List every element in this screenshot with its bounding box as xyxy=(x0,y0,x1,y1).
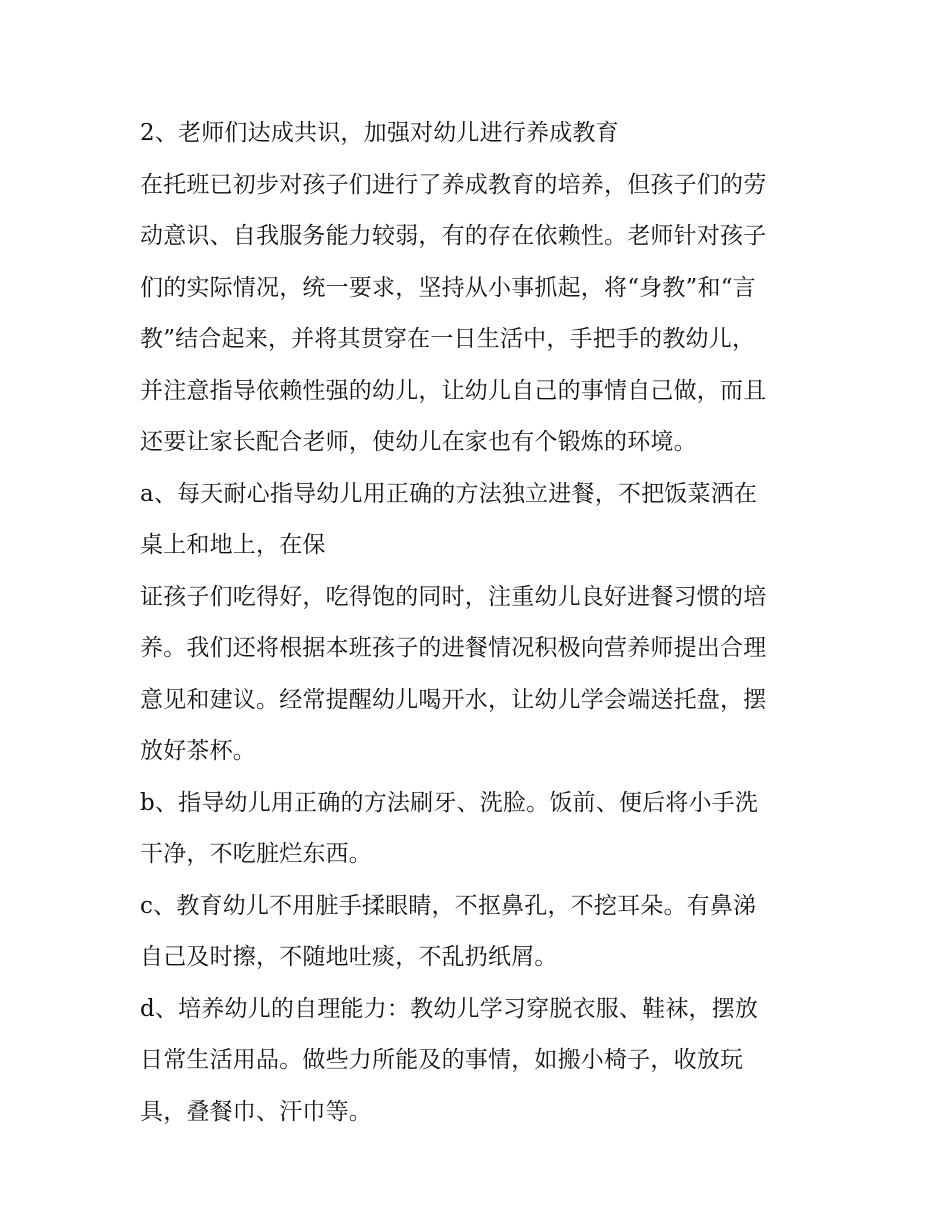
paragraph-line: 教”结合起来，并将其贯穿在一日生活中，手把手的教幼儿， xyxy=(140,326,756,352)
paragraph-line: 并注意指导依赖性强的幼儿，让幼儿自己的事情自己做，而且 xyxy=(140,377,767,404)
list-item-a-line: 桌上和地上，在保 xyxy=(140,532,326,558)
list-item-c-line: c、教育幼儿不用脏手揉眼睛，不抠鼻孔，不挖耳朵。有鼻涕 xyxy=(140,892,757,919)
paragraph-line: 动意识、自我服务能力较弱，有的存在依赖性。老师针对孩子 xyxy=(140,223,767,249)
heading-line: 2、老师们达成共识，加强对幼儿进行养成教育 xyxy=(140,120,619,146)
document-body xyxy=(140,108,830,1138)
list-item-a-line: 放好茶杯。 xyxy=(140,738,256,764)
paragraph-line: 们的实际情况，统一要求，坚持从小事抓起，将“身教”和“言 xyxy=(140,274,756,301)
paragraph-line: 还要让家长配合老师，使幼儿在家也有个锻炼的环境。 xyxy=(140,429,697,455)
list-item-b-line: b、指导幼儿用正确的方法刷牙、洗脸。饭前、便后将小手洗 xyxy=(140,789,759,816)
list-item-d-line: d、培养幼儿的自理能力：教幼儿学习穿脱衣服、鞋袜，摆放 xyxy=(140,995,759,1022)
list-item-d-line: 日常生活用品。做些力所能及的事情，如搬小椅子，收放玩 xyxy=(140,1047,744,1073)
list-item-a-line: a、每天耐心指导幼儿用正确的方法独立进餐，不把饭菜洒在 xyxy=(140,480,758,507)
list-item-c-line: 自己及时擦，不随地吐痰，不乱扔纸屑。 xyxy=(140,944,558,970)
list-item-a-line: 养。我们还将根据本班孩子的进餐情况积极向营养师提出合理 xyxy=(140,635,767,661)
list-item-a-line: 意见和建议。经常提醒幼儿喝开水，让幼儿学会端送托盘，摆 xyxy=(140,686,767,713)
paragraph-line: 在托班已初步对孩子们进行了养成教育的培养，但孩子们的劳 xyxy=(140,171,767,198)
list-item-a-line: 证孩子们吃得好，吃得饱的同时，注重幼儿良好进餐习惯的培 xyxy=(140,583,767,610)
list-item-d-line: 具，叠餐巾、汗巾等。 xyxy=(140,1098,372,1125)
list-item-b-line: 干净，不吃脏烂东西。 xyxy=(140,841,372,867)
